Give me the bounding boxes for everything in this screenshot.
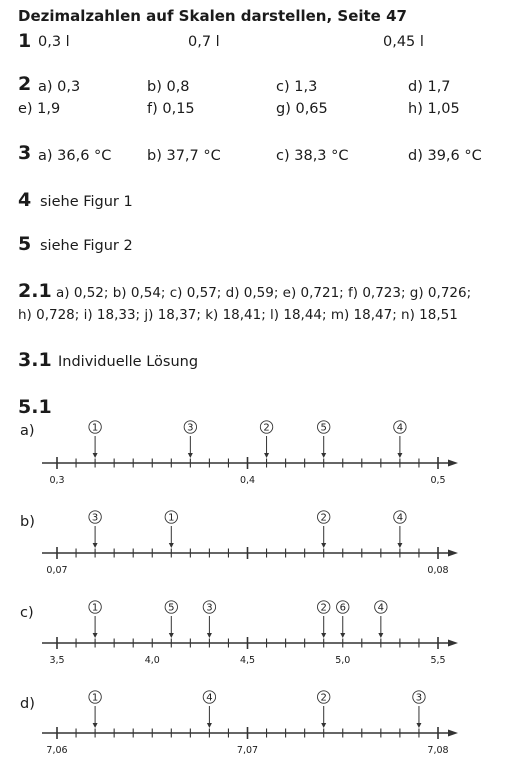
mark-arrow-head [321,543,326,548]
tick-label: 5,5 [430,655,446,666]
mark-arrow-head [93,633,98,638]
mark-label: 3 [206,602,213,614]
ex2-item: d) 1,7 [408,79,451,95]
mark-label: 1 [91,602,99,614]
mark-label: 4 [377,602,385,614]
ex2-item: a) 0,3 [38,79,81,95]
tick-label: 0,5 [430,475,446,486]
mark-arrow-head [169,543,174,548]
page-title: Dezimalzahlen auf Skalen darstellen, Seite 47 [18,7,407,25]
scale-c-label: c) [20,605,34,621]
exercise-5-number: 5 [18,233,32,255]
ex3-item: b) 37,7 °C [147,148,221,164]
tick-label: 0,3 [49,475,65,486]
ex3-item: a) 36,6 °C [38,148,112,164]
mark-label: 2 [263,422,270,434]
tick-label: 0,07 [46,565,68,576]
tick-label: 7,08 [427,745,449,756]
mark-label: 1 [91,422,99,434]
axis-arrowhead [448,550,458,557]
scale-b-label: b) [20,514,35,530]
ex2-item: e) 1,9 [18,101,61,117]
tick-label: 3,5 [49,655,65,666]
mark-label: 5 [168,602,175,614]
ex2-item: g) 0,65 [276,101,328,117]
ex21-line-2: h) 0,728; i) 18,33; j) 18,37; k) 18,41; l) 18,44; m) 18,47; n) 18,51 [18,307,458,323]
mark-label: 4 [206,692,213,704]
ex31-text: Individuelle Lösung [58,354,199,370]
mark-label: 3 [91,512,99,524]
axis-arrowhead [448,730,458,737]
mark-arrow-head [169,633,174,638]
mark-label: 3 [187,422,194,434]
tick-label: 4,0 [144,655,160,666]
exercise-5-1-number: 5.1 [18,396,52,418]
ex2-item: f) 0,15 [147,101,195,117]
ex4-text: siehe Figur 1 [40,194,133,210]
mark-label: 2 [320,692,327,704]
mark-arrow-head [397,543,402,548]
tick-label: 0,08 [427,565,449,576]
ex1-item: 0,3 l [38,34,70,50]
mark-arrow-head [321,453,326,458]
mark-arrow-head [264,453,269,458]
exercise-2-1-number: 2.1 [18,280,52,302]
tick-label: 0,4 [239,475,256,486]
mark-arrow-head [397,453,402,458]
ex2-item: b) 0,8 [147,79,190,95]
mark-label: 4 [396,422,404,434]
ex3-item: c) 38,3 °C [276,148,349,164]
ex1-item: 0,7 l [188,34,220,50]
tick-label: 4,5 [239,655,256,666]
ex5-text: siehe Figur 2 [40,238,133,254]
tick-label: 7,07 [236,745,259,756]
mark-arrow-head [416,723,421,728]
exercise-1-number: 1 [18,30,32,52]
mark-arrow-head [93,723,98,728]
exercise-3-1-number: 3.1 [18,349,52,371]
ex2-item: h) 1,05 [408,101,460,117]
exercise-3-number: 3 [18,142,32,164]
ex3-item: d) 39,6 °C [408,148,482,164]
mark-label: 4 [396,512,404,524]
scale-d-label: d) [20,696,35,712]
mark-arrow-head [207,633,212,638]
exercise-2-number: 2 [18,73,32,95]
mark-arrow-head [207,723,212,728]
tick-label: 7,06 [46,745,68,756]
mark-arrow-head [321,723,326,728]
mark-label: 3 [415,692,423,704]
ex21-line-1: a) 0,52; b) 0,54; c) 0,57; d) 0,59; e) 0,721; f) 0,723; g) 0,726; [56,285,472,301]
mark-label: 2 [320,602,327,614]
mark-arrow-head [93,453,98,458]
mark-label: 2 [320,512,327,524]
mark-arrow-head [340,633,345,638]
tick-label: 5,0 [335,655,351,666]
mark-label: 1 [91,692,99,704]
mark-arrow-head [93,543,98,548]
scale-a-label: a) [20,423,35,439]
ex2-item: c) 1,3 [276,79,318,95]
mark-arrow-head [378,633,383,638]
axis-arrowhead [448,460,458,467]
ex1-item: 0,45 l [383,34,424,50]
exercise-4-number: 4 [18,189,32,211]
mark-label: 1 [168,512,175,524]
mark-arrow-head [321,633,326,638]
axis-arrowhead [448,640,458,647]
mark-label: 5 [320,422,327,434]
mark-arrow-head [188,453,193,458]
mark-label: 6 [339,602,346,614]
